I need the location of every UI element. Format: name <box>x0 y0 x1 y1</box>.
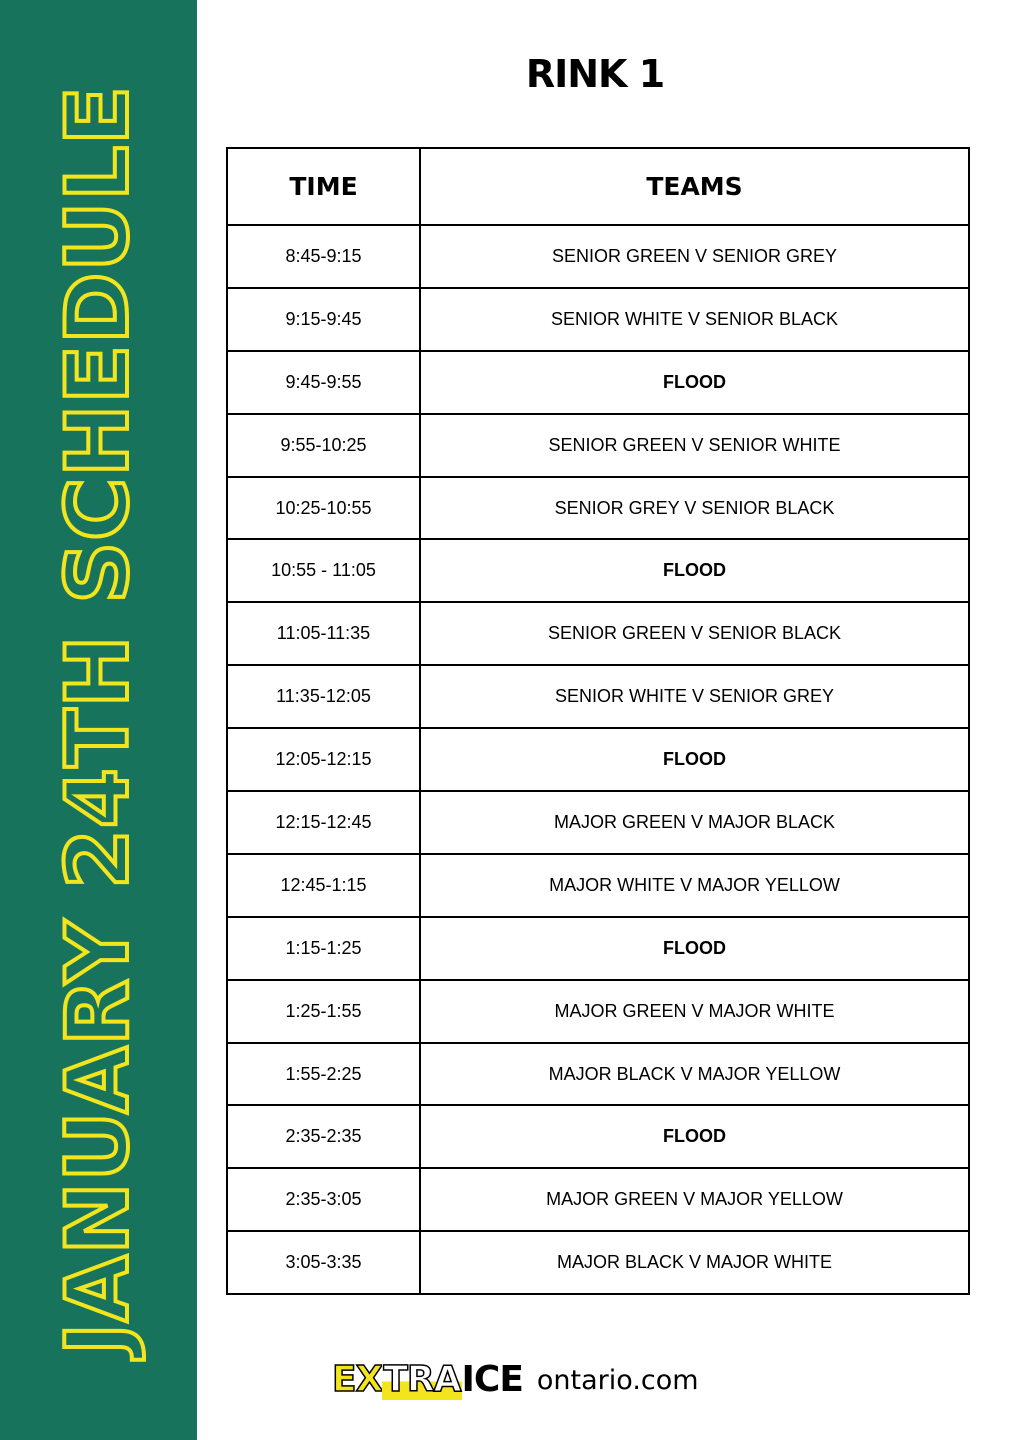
time-cell: 1:15-1:25 <box>227 917 420 980</box>
table-row <box>227 917 969 980</box>
flood-cell: FLOOD <box>420 539 969 602</box>
teams-cell: SENIOR WHITE V SENIOR BLACK <box>420 288 969 351</box>
table-row <box>227 1043 969 1106</box>
teams-cell: SENIOR GREY V SENIOR BLACK <box>420 477 969 540</box>
logo-wordmark <box>332 1359 523 1400</box>
table-row <box>227 1168 969 1231</box>
time-cell: 10:55 - 11:05 <box>227 539 420 602</box>
table-row <box>227 602 969 665</box>
table-header-row <box>227 148 969 225</box>
time-cell: 1:55-2:25 <box>227 1043 420 1106</box>
table-row <box>227 414 969 477</box>
teams-cell: MAJOR GREEN V MAJOR WHITE <box>420 980 969 1043</box>
teams-cell: SENIOR WHITE V SENIOR GREY <box>420 665 969 728</box>
time-cell: 9:55-10:25 <box>227 414 420 477</box>
flood-cell: FLOOD <box>420 917 969 980</box>
table-row <box>227 477 969 540</box>
flood-cell: FLOOD <box>420 351 969 414</box>
table-row <box>227 1231 969 1294</box>
table-row <box>227 791 969 854</box>
time-cell: 9:45-9:55 <box>227 351 420 414</box>
teams-cell: SENIOR GREEN V SENIOR WHITE <box>420 414 969 477</box>
table-row <box>227 351 969 414</box>
time-cell: 12:45-1:15 <box>227 854 420 917</box>
teams-cell: MAJOR WHITE V MAJOR YELLOW <box>420 854 969 917</box>
time-cell: 2:35-2:35 <box>227 1105 420 1168</box>
time-column-header: TIME <box>227 148 420 225</box>
table-row <box>227 539 969 602</box>
teams-cell: MAJOR GREEN V MAJOR YELLOW <box>420 1168 969 1231</box>
logo-ice: ICE <box>461 1359 523 1400</box>
time-cell: 2:35-3:05 <box>227 1168 420 1231</box>
logo-tra: TRA <box>383 1359 461 1400</box>
time-cell: 10:25-10:55 <box>227 477 420 540</box>
teams-cell: MAJOR GREEN V MAJOR BLACK <box>420 791 969 854</box>
table-row <box>227 665 969 728</box>
time-cell: 9:15-9:45 <box>227 288 420 351</box>
table-row <box>227 728 969 791</box>
flood-cell: FLOOD <box>420 728 969 791</box>
table-row <box>227 225 969 288</box>
time-cell: 1:25-1:55 <box>227 980 420 1043</box>
time-cell: 11:05-11:35 <box>227 602 420 665</box>
logo-ex: EX <box>332 1359 383 1400</box>
time-cell: 8:45-9:15 <box>227 225 420 288</box>
teams-cell: SENIOR GREEN V SENIOR BLACK <box>420 602 969 665</box>
time-cell: 12:15-12:45 <box>227 791 420 854</box>
flood-cell: FLOOD <box>420 1105 969 1168</box>
teams-column-header: TEAMS <box>420 148 969 225</box>
schedule-body <box>227 225 969 1294</box>
teams-cell: MAJOR BLACK V MAJOR YELLOW <box>420 1043 969 1106</box>
time-cell: 3:05-3:35 <box>227 1231 420 1294</box>
teams-cell: SENIOR GREEN V SENIOR GREY <box>420 225 969 288</box>
table-row <box>227 288 969 351</box>
schedule-date-title: JANUARY 24TH SCHEDULE <box>48 85 148 1355</box>
table-row <box>227 980 969 1043</box>
extraice-logo <box>332 1359 699 1400</box>
teams-cell: MAJOR BLACK V MAJOR WHITE <box>420 1231 969 1294</box>
rink-title: RINK 1 <box>525 52 665 96</box>
logo-domain: ontario.com <box>536 1364 699 1396</box>
schedule-table <box>226 147 970 1295</box>
table-row <box>227 854 969 917</box>
table-row <box>227 1105 969 1168</box>
time-cell: 11:35-12:05 <box>227 665 420 728</box>
sidebar-band <box>0 0 197 1440</box>
time-cell: 12:05-12:15 <box>227 728 420 791</box>
